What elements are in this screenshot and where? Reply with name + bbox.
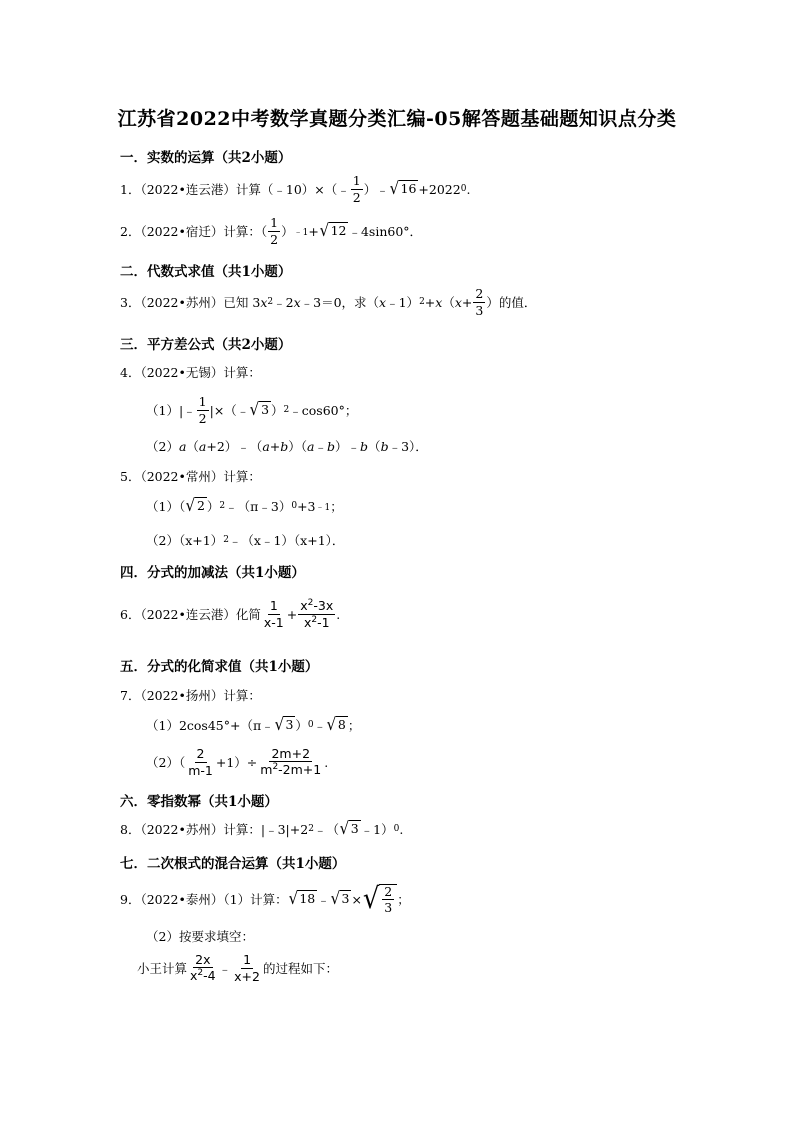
q7-p1-radicand: 3 [285,717,294,733]
q4-p2-text: （ [368,439,381,454]
q2-fraction [268,216,280,245]
q6-text: x [300,598,308,614]
q7-p2-text: +1）÷ [215,755,258,770]
q2-plus: + [308,223,319,239]
q5-p1-sqrt: √ 2 [185,495,205,516]
question-5: 5．（2022•常州）计算： [120,469,261,484]
q1-exponent: 0 [460,184,467,194]
q4-p1-mid: |×（﹣ [209,403,250,418]
q9-p3-text: 小王计算 [137,961,188,976]
q9-sqrt-1: √ 18 [288,888,316,909]
q4-p1-tail: ﹣cos60°； [289,403,358,418]
q2-lead: 2．（2022•宿迁）计算：（ [120,224,268,239]
q4-p2-text: ）（ [288,439,308,454]
q3-var: x [260,294,268,310]
question-8 [120,820,403,838]
q6-numerator-1: 1 [269,598,278,614]
q7-p2-numerator-1: 2 [196,746,205,762]
question-4: 4．（2022•无锡）计算： [120,365,261,380]
question-7-part-1 [146,716,360,734]
section-heading-3: 三．平方差公式（共2小题） [120,337,292,353]
q4-p2-var: a [178,438,187,454]
q6-end: . [336,606,341,622]
q8-exponent: 2 [308,824,314,834]
q9-numerator: 2 [384,883,393,899]
q1-numerator: 1 [352,173,361,189]
q9-text: ﹣ [317,892,330,907]
q3-end: ）的值． [486,295,537,310]
q5-p1-exponent: 0 [291,501,298,511]
q6-text: -3x [313,598,334,614]
q9-text: × [351,891,362,907]
q5-p1-text: +3 [297,498,316,514]
q3-text: ﹣3＝0，求（ [300,295,380,310]
q3-exponent: 2 [267,297,274,307]
q7-p1-sqrt-2: √ 8 [326,714,346,735]
q9-p3-fraction-1 [188,953,218,982]
q4-p1-numerator: 1 [198,394,207,410]
q3-text: （ [442,295,455,310]
q4-p2-text: +2）﹣（ [206,439,263,454]
q2-radicand: 12 [330,223,347,239]
q9-text: 9．（2022•泰州）（1）计算： [120,892,288,907]
q3-text: ﹣2 [273,295,294,310]
q5-p1-lead: （1）（ [146,499,186,514]
q1-tail: +2022 [418,181,461,197]
q1-fraction [351,174,363,203]
q1-lead: 1．（2022•连云港）计算（﹣10）×（﹣ [120,182,350,197]
q7-p1-exponent: 0 [307,720,314,730]
page-title: 江苏省2022中考数学真题分类汇编-05解答题基础题知识点分类 [117,108,677,130]
q2-denominator: 2 [270,231,279,247]
q4-p2-text: ）﹣ [335,439,361,454]
question-7-part-2 [146,742,328,782]
q3-lead: 3．（2022•苏州）已知 3 [120,295,261,310]
q7-p1-text: ﹣ [313,718,327,733]
q9-radicand-3 [379,884,397,914]
q9-radicand-1: 18 [299,891,316,907]
q9-denominator: 3 [384,900,393,915]
q6-text: -1 [317,614,330,630]
q7-p2-denominator-1: m-1 [188,762,213,778]
q6-denominator-1: x-1 [263,614,284,630]
q4-p2-text: + [269,438,281,454]
question-9 [120,878,410,920]
section-heading-5: 五．分式的化简求值（共1小题） [120,659,319,675]
q9-p3-denominator-1 [188,968,218,982]
q7-p2-text: -2m+1 [278,762,322,778]
q6-fraction-1 [262,599,286,628]
q4-p2-var: a [198,438,207,454]
q8-exponent: 0 [393,824,400,834]
q8-text: ﹣1） [360,822,394,837]
section-heading-1: 一．实数的运算（共2小题） [120,150,292,166]
q9-sqrt-2: √ 3 [330,888,350,909]
q6-exponent: 2 [307,598,314,609]
q3-text: ﹣1） [386,295,420,310]
q4-p2-var: a [262,438,270,454]
q9-p3-text: x [190,968,198,984]
q7-p2-exponent: 2 [272,762,279,773]
q9-p3-numerator-2: 1 [243,952,252,968]
q8-text: ﹣（ [313,822,339,837]
q7-p2-text: . [324,754,329,770]
q5-p1-radicand: 2 [196,498,205,514]
q5-p1-exponent: ﹣1 [315,502,331,513]
question-9-part-3 [137,948,338,988]
q1-radicand: 16 [400,181,417,197]
question-4-part-1 [146,393,357,427]
q9-text: ； [397,892,410,907]
q5-p2-text: ﹣（x﹣1）（x+1）． [228,533,345,548]
q8-radicand: 3 [350,821,359,837]
q7-p2-text: m [260,762,273,778]
q4-p2-text: （2） [146,439,179,454]
q4-p2-var: b [380,438,389,454]
q3-fraction [473,287,485,316]
question-9-part-2: （2）按要求填空： [146,929,254,944]
q4-p2-text: ﹣ [314,439,327,454]
section-heading-6: 六．零指数幂（共1小题） [120,794,278,810]
q6-lead: 6．（2022•连云港）化简 [120,607,261,622]
q9-p3-numerator-1: 2x [195,952,211,968]
q3-exponent: 2 [419,297,425,307]
q3-text: + [461,294,473,310]
q2-sqrt: √ 12 [319,220,347,241]
question-1 [120,172,470,206]
q9-p3-exponent: 2 [197,968,204,979]
q1-mid: ）﹣ [363,182,389,197]
q2-numerator: 1 [270,215,279,231]
q8-text: . [399,821,404,837]
q4-p2-text: ﹣3）． [388,439,428,454]
q9-p3-text: 的过程如下： [262,961,338,976]
q6-denominator-2 [302,615,332,629]
q5-p1-text: ﹣（π﹣3） [225,499,292,514]
q6-exponent: 2 [311,614,318,625]
q1-denominator: 2 [352,189,361,205]
q4-p2-var: b [360,438,369,454]
q9-p3-text: ﹣ [218,961,232,976]
q7-p1-text: ； [347,718,361,733]
q9-p3-text: -4 [203,968,216,984]
q3-var: x [435,294,443,310]
section-heading-7: 七．二次根式的混合运算（共1小题） [120,856,346,872]
q6-numerator-2 [298,599,335,614]
question-7: 7．（2022•扬州）计算： [120,688,261,703]
section-heading-4: 四．分式的加减法（共1小题） [120,565,305,581]
q9-radicand-2: 3 [341,891,350,907]
q7-p1-sqrt: √ 3 [274,714,294,735]
question-2 [120,214,422,248]
q3-text: + [424,294,436,310]
q5-p2-text: （2）（x+1） [146,533,224,548]
question-3 [120,285,536,319]
q6-fraction-2 [298,599,335,629]
q1-sqrt: √ 16 [389,178,417,199]
q7-p2-denominator-2 [258,762,323,776]
q7-p2-text: （2）（ [146,755,186,770]
q7-p2-numerator-2: 2m+2 [271,746,311,762]
q4-p1-denominator: 2 [198,410,207,426]
q7-p1-text: （1）2cos45°+（π﹣ [146,718,274,733]
q3-denominator: 3 [475,302,484,318]
q6-text: x [303,614,312,630]
q4-p1-exponent: 2 [283,405,290,415]
q5-p2-exponent: 2 [223,535,229,545]
q4-p2-var: b [280,438,289,454]
q4-p1-sqrt: √ 3 [249,399,270,420]
question-5-part-2 [146,531,344,549]
q8-text: 8．（2022•苏州）计算：|﹣3|+2 [120,822,309,837]
q4-p2-var: a [307,438,315,454]
q4-p1-lead: （1）|﹣ [146,403,196,418]
question-6 [120,594,340,634]
q9-fraction [382,885,394,914]
q4-p2-var: b [327,438,336,454]
q4-p1-radicand: 3 [261,402,270,418]
q7-p2-fraction-1 [186,747,215,776]
q9-p3-denominator-2: x+2 [234,968,260,984]
q3-var: x [293,294,301,310]
q2-tail: ﹣4sin60°． [348,224,423,239]
q3-numerator: 2 [475,286,484,302]
q5-p1-text: ） [206,499,220,514]
question-5-part-1 [146,497,343,515]
q5-p1-text: ； [330,499,343,514]
q4-p2-text: （ [186,439,199,454]
question-4-part-2 [146,437,428,455]
q3-var: x [379,294,387,310]
q9-sqrt-3: √ $\frac{2}{3}$ [362,884,397,914]
q5-p1-exponent: 2 [219,501,226,511]
q9-p3-fraction-2 [232,953,262,982]
section-heading-2: 二．代数式求值（共1小题） [120,264,292,280]
q2-exponent: ﹣1 [293,227,309,238]
q1-end: . [466,181,471,197]
q4-p1-mid2: ） [271,403,284,418]
q7-p2-fraction-2 [258,747,323,776]
q2-mid: ） [281,224,294,239]
q3-var: x [454,294,462,310]
q7-p1-text: ） [295,718,308,733]
q7-p1-radicand-2: 8 [337,717,346,733]
q6-plus: + [286,606,298,622]
q4-p1-fraction [197,395,209,424]
q8-sqrt: √ 3 [339,818,359,839]
